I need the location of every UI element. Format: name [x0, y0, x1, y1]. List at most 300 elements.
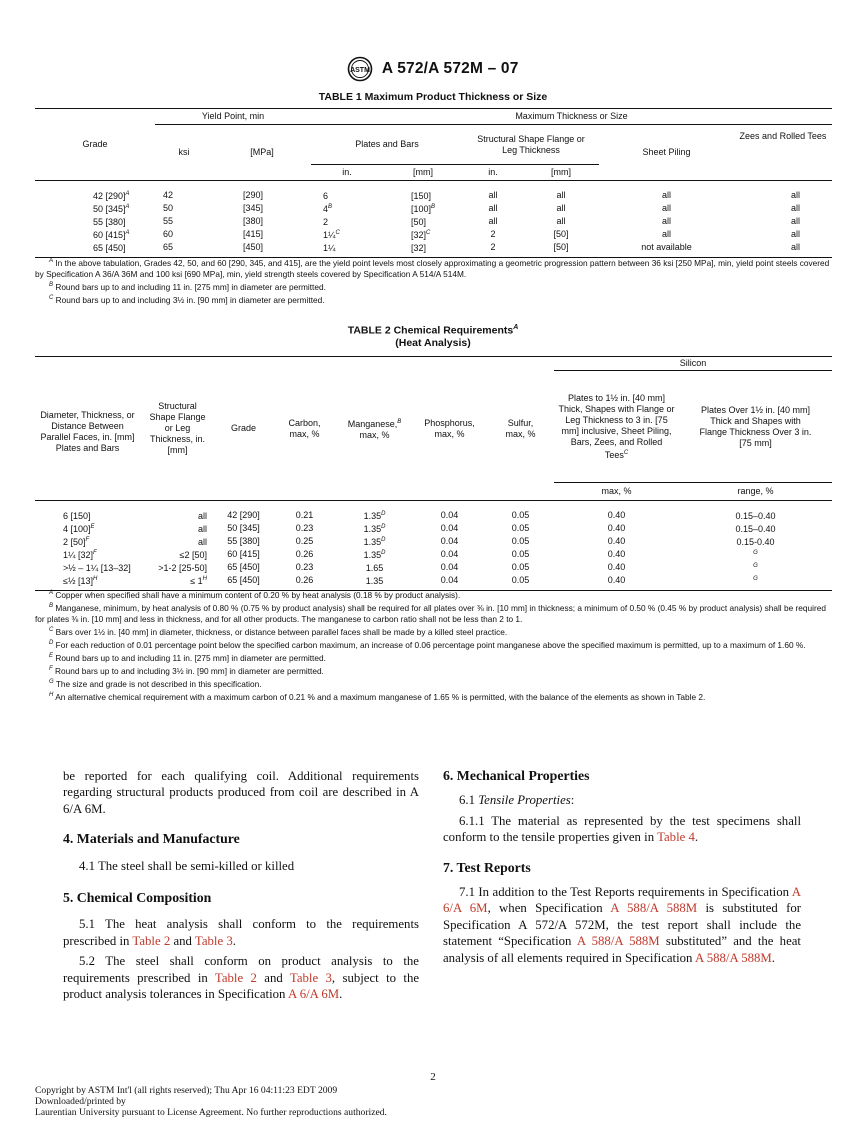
- copyright-notice: [35, 1085, 387, 1119]
- table2-title: [0, 324, 866, 337]
- mpa-cell-value: [290]: [243, 189, 264, 200]
- para-5-1-text: 5.1 The heat analysis shall conform to the requirements prescribed in: [63, 917, 419, 948]
- mpa-cell: [213, 215, 311, 228]
- footnote-text: Round bars up to and including 11 in. [275 mm] in diameter are permitted.: [55, 281, 326, 292]
- silicon-range-cell: [679, 509, 832, 522]
- sulfur-cell-value: 0.05: [511, 522, 530, 533]
- sulfur-cell-value: 0.05: [511, 535, 530, 546]
- table1-header-plates-mm: [mm]: [413, 167, 433, 177]
- table1-header-yield: Yield Point, min: [155, 109, 311, 125]
- silicon-range-cell: [679, 561, 832, 574]
- table1-header-sheet: Sheet Piling: [642, 147, 691, 157]
- carbon-cell: [272, 561, 337, 574]
- silicon-max-cell-value: 0.40: [607, 535, 626, 546]
- footnote-text: Copper when specified shall have a minimum content of 0.20 % by heat analysis (0.18 % by product analysis).: [55, 589, 461, 600]
- document-designation: A 572/A 572M – 07: [381, 60, 519, 77]
- spec-a588-link[interactable]: A 588/A 588M: [576, 934, 660, 949]
- grade-cell-value: 55 [380]: [227, 535, 260, 546]
- diameter-cell-note: F: [93, 549, 97, 556]
- para-5-1-and: and: [173, 933, 192, 948]
- carbon-cell-value: 0.25: [295, 535, 314, 546]
- ksi-cell: [155, 241, 213, 254]
- struct-cell-note: H: [202, 575, 207, 582]
- table1-header-struct-in: in.: [488, 167, 498, 177]
- footnote-text: An alternative chemical requirement with a maximum carbon of 0.21 % and a maximum manganese of 1.65 % is permitted, with the balance of the elements as shown in Table 2.: [55, 691, 706, 702]
- struct-mm-cell: [523, 241, 599, 254]
- plates-in-cell: [311, 215, 383, 228]
- silicon-max-cell: [554, 522, 679, 535]
- struct-in-cell-value: all: [488, 202, 498, 213]
- carbon-cell: [272, 522, 337, 535]
- silicon-max-cell-value: 0.40: [607, 548, 626, 559]
- table2-header-grade: Grade: [230, 423, 256, 433]
- plates-mm-cell: [383, 241, 463, 254]
- footnote-text: Round bars up to and including 3½ in. [90 mm] in diameter are permitted.: [54, 665, 324, 676]
- footnote-mark: G: [49, 679, 54, 686]
- grade-cell-value: 55 [380]: [93, 216, 126, 227]
- table4-link[interactable]: Table 4: [657, 830, 695, 845]
- mpa-cell-value: [380]: [243, 215, 264, 226]
- phosphorus-cell: [412, 522, 487, 535]
- manganese-cell-value: 1.35: [363, 523, 382, 534]
- table2-header-sulfur: Sulfur, max, %: [505, 417, 536, 439]
- para-6-1-num: 6.1: [459, 793, 475, 808]
- table2-body: [35, 509, 832, 587]
- phosphorus-cell-value: 0.04: [440, 548, 459, 559]
- para-6-1: [443, 792, 801, 808]
- phosphorus-cell: [412, 509, 487, 522]
- carbon-cell-value: 0.26: [295, 548, 314, 559]
- section6-heading: 6. Mechanical Properties: [443, 768, 590, 783]
- grade-cell: [215, 561, 272, 574]
- diameter-cell: [35, 548, 140, 561]
- spec-a588-link[interactable]: A 588/A 588M: [694, 950, 772, 965]
- manganese-cell: [337, 509, 412, 522]
- grade-cell: [215, 522, 272, 535]
- footnote-mark: B: [49, 282, 54, 289]
- plates-in-cell: [311, 241, 383, 254]
- sulfur-cell: [487, 535, 554, 548]
- phosphorus-cell-value: 0.04: [440, 522, 459, 533]
- zees-cell: [734, 202, 832, 215]
- struct-in-cell-value: 2: [490, 228, 496, 239]
- manganese-cell-value: 1.35: [363, 549, 382, 560]
- mpa-cell: [213, 202, 311, 215]
- plates-in-cell-note: C: [335, 229, 340, 236]
- grade-cell: [215, 509, 272, 522]
- plates-mm-cell-note: B: [431, 203, 436, 210]
- footnote-mark: D: [49, 640, 54, 647]
- copyright-line-3: Laurentian University pursuant to License Agreement. No further reproductions authorized.: [35, 1107, 387, 1119]
- phosphorus-cell: [412, 574, 487, 587]
- table-row: [35, 574, 832, 587]
- para-5-2: [63, 953, 419, 1002]
- table2: [35, 356, 832, 591]
- silicon-max-cell-value: 0.40: [607, 522, 626, 533]
- table2-header-mn-text: Manganese,: [347, 418, 398, 429]
- grade-cell-value: 65 [450]: [227, 574, 260, 585]
- footnote-text: The size and grade is not described in this specification.: [55, 678, 262, 689]
- struct-mm-cell: [523, 215, 599, 228]
- sheet-piling-cell-value: all: [661, 202, 671, 213]
- struct-cell: [140, 548, 215, 561]
- spec-a588-link[interactable]: A 588/A 588M: [610, 901, 698, 916]
- silicon-max-cell-value: 0.40: [607, 509, 626, 520]
- carbon-cell: [272, 509, 337, 522]
- table2-link[interactable]: Table 2: [132, 933, 171, 948]
- plates-mm-cell-value: [150]: [411, 190, 432, 201]
- table2-header-silicon-a-text: Plates to 1½ in. [40 mm] Thick, Shapes with Flange or Leg Thickness to 3 in. [75 mm] inclusive, Sheet Piling, Bars, Zees, and Rolled Tees: [558, 392, 675, 460]
- footnote: [35, 601, 832, 625]
- silicon-max-cell-value: 0.40: [607, 561, 626, 572]
- sheet-piling-cell: [599, 215, 734, 228]
- table-row: [35, 228, 832, 241]
- manganese-cell-note: D: [381, 523, 386, 530]
- manganese-cell-note: D: [381, 510, 386, 517]
- sheet-piling-cell-value: all: [661, 228, 671, 239]
- struct-in-cell: [463, 189, 523, 202]
- diameter-cell-note: H: [92, 575, 98, 582]
- footnote-mark: E: [49, 653, 54, 660]
- diameter-cell-value: 4 [100]: [63, 523, 91, 534]
- footnote-text: Round bars up to and including 11 in. [275 mm] in diameter are permitted.: [55, 652, 326, 663]
- grade-cell: [35, 228, 155, 241]
- footnote-text: For each reduction of 0.01 percentage point below the specified carbon maximum, an increase of 0.06 percentage point manganese above the specified maximum is permitted, up to a maximum of 1.60 %.: [55, 639, 806, 650]
- table2-header-silicon-a-note: C: [623, 449, 629, 456]
- footnote-mark: C: [49, 295, 54, 302]
- sulfur-cell: [487, 509, 554, 522]
- plates-in-cell-value: 4: [323, 203, 329, 214]
- table2-title-text: TABLE 2 Chemical Requirements: [347, 324, 514, 337]
- manganese-cell-note: D: [381, 536, 386, 543]
- grade-cell: [35, 241, 155, 254]
- footnote: [35, 690, 832, 703]
- ksi-cell: [155, 228, 213, 241]
- plates-mm-cell-value: [100]: [411, 203, 432, 214]
- diameter-cell: [35, 574, 140, 587]
- table3-link[interactable]: Table 3: [289, 970, 332, 985]
- carbon-cell-value: 0.23: [295, 522, 314, 533]
- silicon-range-cell: [679, 574, 832, 587]
- table-row: [35, 548, 832, 561]
- sheet-piling-cell-value: not available: [641, 241, 692, 252]
- grade-cell-value: 42 [290]: [93, 190, 126, 201]
- plates-mm-cell-value: [50]: [411, 216, 427, 227]
- manganese-cell: [337, 548, 412, 561]
- diameter-cell-value: >½ – 1¼ [13–32]: [63, 562, 131, 573]
- manganese-cell-note: D: [381, 549, 386, 556]
- table2-header-mn-max: max, %: [359, 429, 390, 440]
- table2-header-mn-note: B: [397, 418, 402, 425]
- table2-header-carbon: Carbon, max, %: [288, 417, 321, 439]
- copyright-line-1: Copyright by ASTM Int'l (all rights reserved); Thu Apr 16 04:11:23 EDT 2009: [35, 1085, 338, 1096]
- struct-in-cell-value: all: [488, 215, 498, 226]
- phosphorus-cell-value: 0.04: [440, 535, 459, 546]
- table-row: [35, 522, 832, 535]
- zees-cell-value: all: [790, 189, 800, 200]
- ksi-cell: [155, 202, 213, 215]
- grade-cell: [35, 189, 155, 202]
- para-5-2-end: .: [339, 987, 343, 1002]
- table2-subtitle: (Heat Analysis): [395, 337, 471, 349]
- table-row: [35, 535, 832, 548]
- phosphorus-cell-value: 0.04: [440, 561, 459, 572]
- ksi-cell: [155, 189, 213, 202]
- grade-cell: [215, 535, 272, 548]
- footnote-mark: A: [49, 590, 54, 596]
- table1-footnotes: [35, 256, 832, 306]
- table2-header-silicon: Silicon: [554, 357, 832, 371]
- footnote-text: Bars over 1½ in. [40 mm] in diameter, thickness, or distance between parallel faces shall be made by a killed steel practice.: [55, 626, 508, 637]
- struct-in-cell: [463, 228, 523, 241]
- silicon-range-cell-note: G: [753, 575, 758, 582]
- plates-mm-cell: [383, 202, 463, 215]
- grade-cell: [35, 215, 155, 228]
- struct-mm-cell: [523, 202, 599, 215]
- table1-header-maxthk: Maximum Thickness or Size: [311, 109, 832, 125]
- silicon-range-cell-note: G: [753, 549, 758, 556]
- struct-cell-value: ≤2 [50]: [179, 549, 207, 560]
- grade-cell-value: 65 [450]: [93, 242, 126, 253]
- footnote-text: In the above tabulation, Grades 42, 50, and 60 [290, 345, and 415], are the yield point levels most closely approximating a geometric progression pattern between 36 ksi [250 MPa], min, yield point steels covered by Specification A 36/A 36M and 100 ksi [690 MPa], min, yield strength steels covered by Specification A 514/A 514M.: [35, 257, 830, 279]
- phosphorus-cell-value: 0.04: [440, 574, 459, 585]
- phosphorus-cell: [412, 535, 487, 548]
- para-5-1: [63, 916, 419, 949]
- sheet-piling-cell: [599, 202, 734, 215]
- para-6-1-colon: :: [570, 793, 575, 808]
- sulfur-cell-value: 0.05: [511, 561, 530, 572]
- footnote: [35, 293, 832, 306]
- plates-in-cell-value: 2: [323, 216, 329, 227]
- diameter-cell-value: ≤½ [13]: [63, 575, 93, 586]
- sulfur-cell: [487, 522, 554, 535]
- right-column: [443, 768, 801, 966]
- struct-cell-value: all: [197, 510, 207, 521]
- struct-in-cell-value: all: [488, 189, 498, 200]
- table2-header-struct: Structural Shape Flange or Leg Thickness, in. [mm]: [149, 401, 206, 455]
- manganese-cell: [337, 535, 412, 548]
- zees-cell-value: all: [790, 228, 800, 239]
- silicon-range-cell: [679, 522, 832, 535]
- diameter-cell: [35, 535, 140, 548]
- footnote: [35, 651, 832, 664]
- diameter-cell-value: 2 [50]: [63, 536, 86, 547]
- grade-cell-value: 50 [345]: [227, 522, 260, 533]
- table1-header-grade: Grade: [82, 139, 108, 149]
- grade-cell-value: 42 [290]: [227, 509, 260, 520]
- ksi-cell-value: 60: [163, 228, 174, 239]
- manganese-cell-value: 1.35: [363, 510, 382, 521]
- table-row: [35, 215, 832, 228]
- silicon-range-cell-value: 0.15-0.40: [736, 536, 775, 547]
- table2-header-manganese: [337, 357, 412, 501]
- sheet-piling-cell: [599, 241, 734, 254]
- footnote: [35, 638, 832, 651]
- plates-in-cell-value: 6: [323, 190, 329, 201]
- para-7-1-b: , when Specification: [487, 901, 603, 916]
- para-7-1-d: substituted” and the heat analysis of all elements required in Specification: [443, 934, 801, 965]
- sulfur-cell-value: 0.05: [511, 574, 530, 585]
- grade-cell-note: A: [125, 203, 130, 210]
- diameter-cell: [35, 509, 140, 522]
- footnote: [35, 280, 832, 293]
- para-7-1-c: is substituted for Specification A 572/A 572M, the test report shall include the statement “Specification: [443, 901, 801, 949]
- mpa-cell-value: [450]: [243, 241, 264, 252]
- carbon-cell: [272, 535, 337, 548]
- footnote: [35, 625, 832, 638]
- table3-link[interactable]: Table 3: [194, 933, 233, 948]
- plates-in-cell-value: 1¼: [323, 229, 336, 240]
- ksi-cell: [155, 215, 213, 228]
- grade-cell: [215, 574, 272, 587]
- sheet-piling-cell-value: all: [661, 189, 671, 200]
- sulfur-cell: [487, 574, 554, 587]
- para-6-1-1-end: .: [694, 830, 699, 845]
- diameter-cell-value: 1¼ [32]: [63, 549, 94, 560]
- silicon-max-cell: [554, 535, 679, 548]
- para-5-2-text: 5.2 The steel shall conform on product analysis to the requirements prescribed in: [63, 954, 419, 985]
- plates-in-cell: [311, 189, 383, 202]
- svg-text:ASTM: ASTM: [350, 67, 371, 74]
- struct-in-cell: [463, 202, 523, 215]
- silicon-range-cell: [679, 548, 832, 561]
- struct-mm-cell: [523, 189, 599, 202]
- table1: [35, 108, 832, 258]
- struct-mm-cell: [523, 228, 599, 241]
- grade-cell-value: 50 [345]: [93, 203, 126, 214]
- grade-cell-note: A: [125, 190, 130, 197]
- struct-cell-value: all: [197, 536, 207, 547]
- section5-heading: 5. Chemical Composition: [63, 890, 212, 906]
- footnote-text: Round bars up to and including 3½ in. [90 mm] in diameter are permitted.: [55, 294, 325, 305]
- footnote-mark: C: [49, 627, 54, 634]
- zees-cell-value: all: [790, 241, 800, 252]
- footnote-mark: B: [49, 602, 54, 609]
- zees-cell: [734, 189, 832, 202]
- plates-in-cell-note: B: [328, 203, 333, 210]
- silicon-range-cell: [679, 535, 832, 548]
- struct-mm-cell-value: all: [556, 189, 566, 200]
- para-5-1-end: .: [232, 933, 236, 948]
- grade-cell-note: A: [125, 229, 130, 236]
- mpa-cell-value: [415]: [243, 228, 264, 239]
- table1-header-mpa: [MPa]: [250, 147, 274, 157]
- para-7-1: [443, 884, 801, 966]
- table-row: [35, 561, 832, 574]
- diameter-cell: [35, 561, 140, 574]
- table1-header-zees: Zees and Rolled Tees: [739, 131, 827, 141]
- manganese-cell: [337, 522, 412, 535]
- struct-in-cell: [463, 241, 523, 254]
- grade-cell-value: 65 [450]: [227, 561, 260, 572]
- silicon-max-cell: [554, 574, 679, 587]
- para-6-1-1: [443, 813, 801, 846]
- grade-cell-value: 60 [415]: [93, 229, 126, 240]
- zees-cell-value: all: [790, 215, 800, 226]
- table1-body: [35, 189, 832, 254]
- table2-link[interactable]: Table 2: [214, 970, 257, 985]
- zees-cell: [734, 241, 832, 254]
- struct-cell: [140, 561, 215, 574]
- manganese-cell: [337, 561, 412, 574]
- grade-cell: [215, 548, 272, 561]
- table-row: [35, 189, 832, 202]
- struct-cell-value: all: [197, 523, 207, 534]
- phosphorus-cell: [412, 548, 487, 561]
- phosphorus-cell: [412, 561, 487, 574]
- diameter-cell-note: F: [85, 536, 90, 543]
- para-7-1-a: 7.1 In addition to the Test Reports requirements in Specification: [459, 885, 790, 900]
- sulfur-cell-value: 0.05: [511, 509, 530, 520]
- table1-header-ksi: ksi: [178, 147, 190, 157]
- plates-in-cell-value: 1¼: [323, 242, 336, 253]
- footnote-mark: F: [49, 666, 53, 673]
- diameter-cell-note: E: [90, 523, 95, 530]
- copyright-line-2: Downloaded/printed by: [35, 1096, 126, 1108]
- table2-header-silicon-a: [554, 371, 679, 483]
- sulfur-cell: [487, 548, 554, 561]
- silicon-range-cell-value: 0.15–0.40: [735, 510, 776, 521]
- phosphorus-cell-value: 0.04: [440, 509, 459, 520]
- carbon-cell: [272, 548, 337, 561]
- struct-cell-value: >1-2 [25-50]: [158, 562, 207, 573]
- diameter-cell: [35, 522, 140, 535]
- spec-a6-link[interactable]: A 6/A 6M: [287, 987, 340, 1002]
- manganese-cell-value: 1.65: [365, 562, 384, 573]
- section7-heading: 7. Test Reports: [443, 859, 531, 875]
- ksi-cell-value: 65: [163, 241, 174, 252]
- footnote: [35, 256, 832, 280]
- struct-in-cell-value: 2: [490, 241, 496, 252]
- sheet-piling-cell-value: all: [661, 215, 671, 226]
- ksi-cell-value: 55: [163, 215, 174, 226]
- spec-a6-link[interactable]: A 6/A 6M: [443, 885, 802, 916]
- struct-cell: [140, 574, 215, 587]
- para-4-1: 4.1 The steel shall be semi-killed or killed: [79, 858, 295, 873]
- plates-in-cell: [311, 202, 383, 215]
- para-7-1-end: .: [771, 950, 775, 965]
- footnote-mark: A: [49, 258, 54, 264]
- carbon-cell-value: 0.21: [295, 509, 314, 520]
- struct-mm-cell-value: all: [556, 202, 566, 213]
- mpa-cell: [213, 241, 311, 254]
- plates-mm-cell: [383, 228, 463, 241]
- struct-mm-cell-value: [50]: [553, 228, 569, 239]
- plates-mm-cell-value: [32]: [411, 229, 427, 240]
- plates-mm-cell: [383, 215, 463, 228]
- plates-in-cell: [311, 228, 383, 241]
- carbon-cell: [272, 574, 337, 587]
- table2-header-phosphorus: Phosphorus, max, %: [424, 417, 475, 439]
- struct-mm-cell-value: all: [556, 215, 566, 226]
- table-row: [35, 202, 832, 215]
- manganese-cell-value: 1.35: [365, 575, 384, 586]
- footnote: [35, 664, 832, 677]
- grade-cell: [35, 202, 155, 215]
- section4-heading: 4. Materials and Manufacture: [63, 831, 240, 847]
- silicon-max-cell: [554, 561, 679, 574]
- silicon-range-cell-value: 0.15–0.40: [735, 523, 776, 534]
- para-5-2-and: and: [264, 970, 283, 985]
- table2-header-range: range, %: [737, 486, 774, 496]
- sulfur-cell-value: 0.05: [511, 548, 530, 559]
- manganese-cell-value: 1.35: [363, 536, 382, 547]
- struct-cell: [140, 509, 215, 522]
- silicon-range-cell-note: G: [753, 562, 758, 569]
- table1-header-plates-in: in.: [342, 167, 352, 177]
- table2-header-max: max, %: [601, 486, 632, 496]
- para-6-1-1-text: 6.1.1 The material as represented by the test specimens shall conform to the tensile properties given in: [443, 813, 801, 845]
